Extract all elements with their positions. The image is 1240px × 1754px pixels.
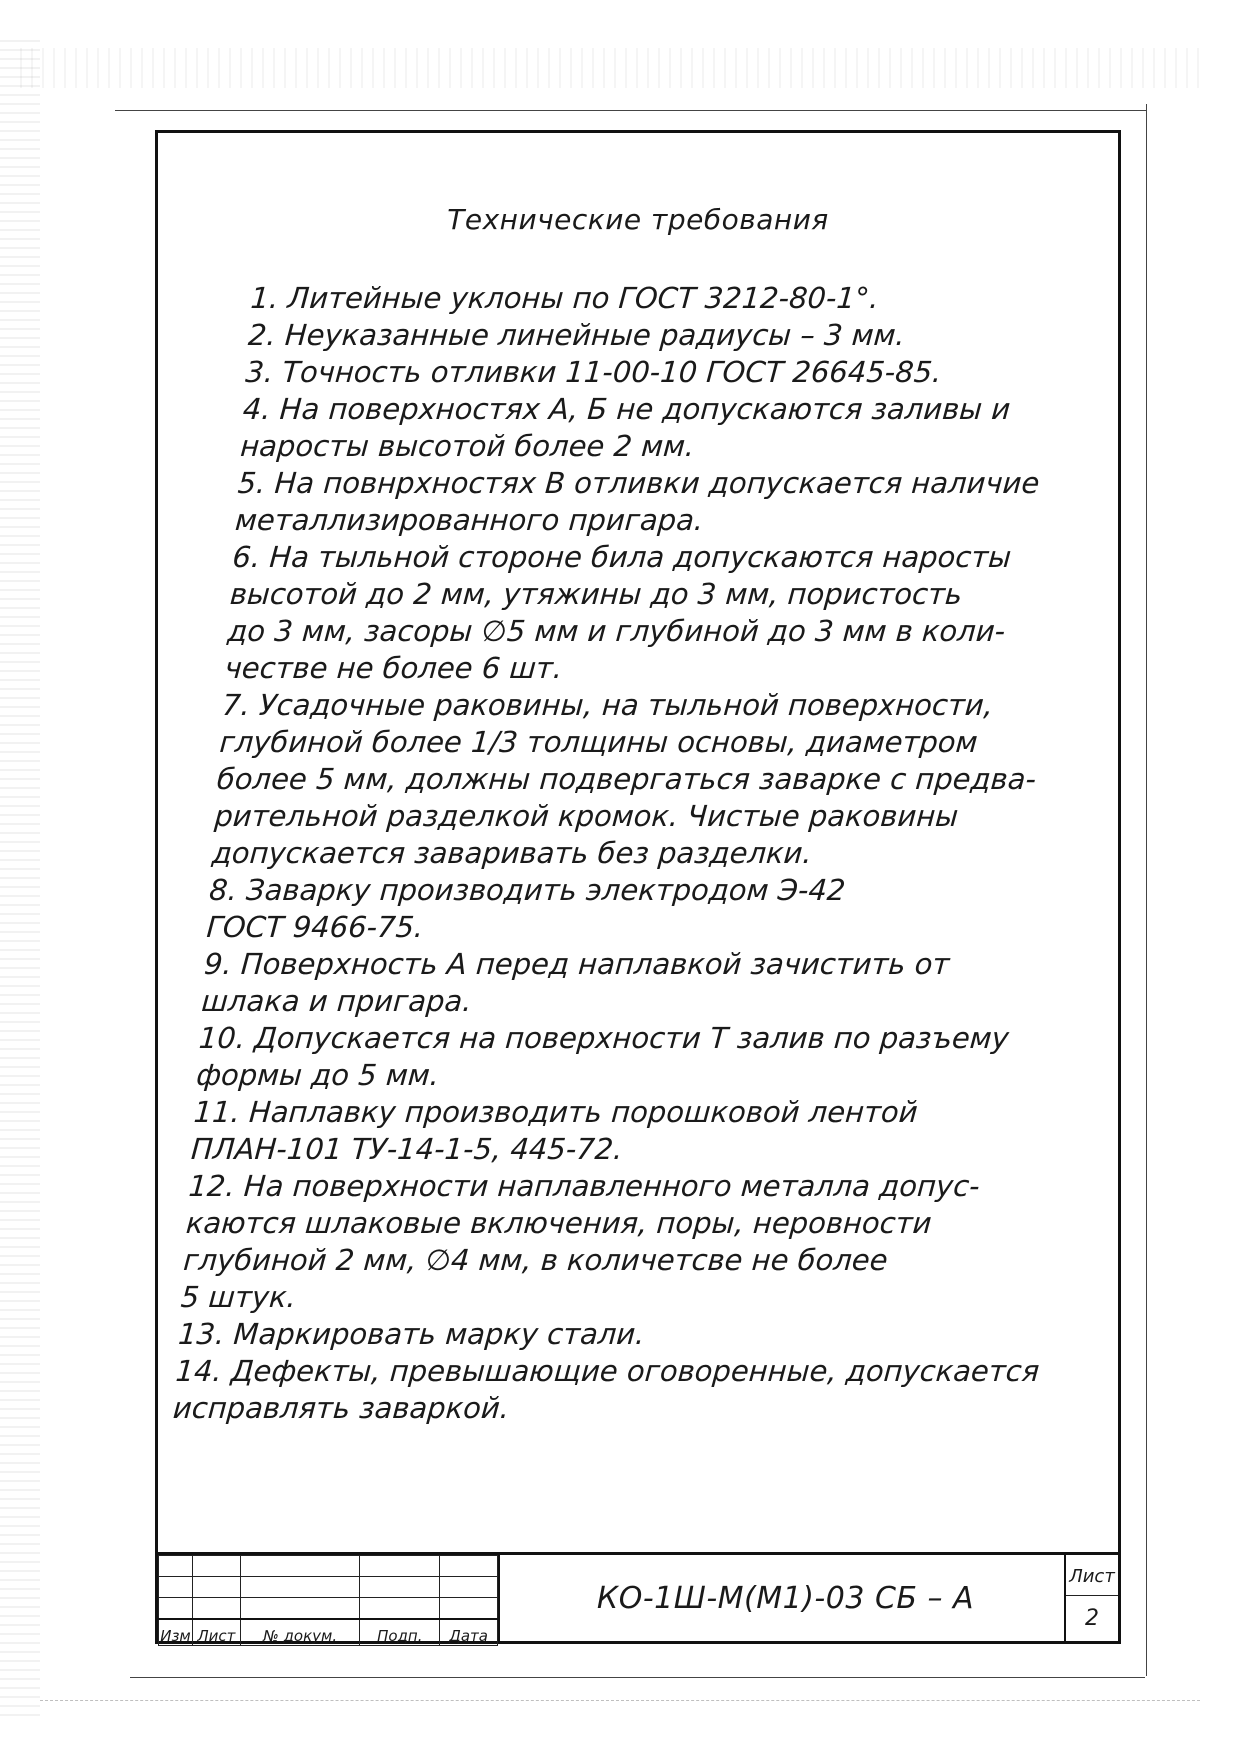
column-header-sheet: Лист [192,1619,240,1646]
title-block-divider [498,1555,500,1644]
title-block [158,1552,1118,1644]
revision-cell [440,1556,498,1577]
requirement-line: 7. Усадочные раковины, на тыльной поверхности, [221,688,995,722]
page-title: Технические требования [447,203,829,236]
outer-trim-line-top [115,110,1147,111]
revision-cell [159,1577,193,1598]
scan-noise-left [0,40,40,1720]
requirement-line: 4. На поверхностях А, Б не допускаются заливы и [241,392,1012,426]
requirement-line: каются шлаковые включения, поры, неровности [184,1206,933,1240]
requirement-line: ПЛАН-101 ТУ-14-1-5, 445-72. [190,1132,624,1166]
requirement-line: ГОСТ 9466-75. [205,910,425,944]
requirement-line: 1. Литейные уклоны по ГОСТ 3212-80-1°. [249,281,880,315]
requirements-list [172,280,1082,1427]
column-header-signature: Подп. [360,1619,440,1646]
requirement-line: шлака и пригара. [200,984,473,1018]
column-header-document-number: № докум. [240,1619,360,1646]
requirement-line: глубиной 2 мм, ∅4 мм, в количетсве не более [182,1243,889,1277]
requirement-line: 14. Дефекты, превышающие оговоренные, допускается [174,1354,1041,1388]
outer-trim-line-bottom [130,1677,1145,1678]
requirement-line: 13. Маркировать марку стали. [177,1317,646,1351]
requirement-line: 11. Наплавку производить порошковой лентой [192,1095,919,1129]
requirement-line: до 3 мм, засоры ∅5 мм и глубиной до 3 мм в коли- [226,614,1007,648]
requirement-line: металлизированного пригара. [234,503,705,537]
revision-cell [360,1556,440,1577]
requirement-line: допускается заваривать без разделки. [210,836,813,870]
requirement-line: честве не более 6 шт. [223,651,564,685]
revision-table [158,1555,498,1646]
revision-cell [440,1577,498,1598]
revision-cell [240,1577,360,1598]
revision-cell [240,1556,360,1577]
scan-dashes-bottom [40,1700,1200,1701]
sheet-number: 2 [1085,1606,1099,1631]
column-header-change: Изм [159,1619,193,1646]
requirement-line: 5. На повнрхностях В отливки допускается наличие [236,466,1041,500]
revision-cell [240,1598,360,1620]
scan-noise-top [20,48,1200,88]
revision-cell [360,1598,440,1620]
revision-cell [159,1598,193,1620]
requirement-line: высотой до 2 мм, утяжины до 3 мм, пористость [228,577,964,611]
requirement-line: 10. Допускается на поверхности Т залив по разъему [197,1021,1011,1055]
requirement-line: исправлять заваркой. [171,1391,511,1425]
requirement-line: 8. Заварку производить электродом Э-42 [208,873,847,907]
requirement-line: рительной разделкой кромок. Чистые раковины [213,799,960,833]
revision-cell [192,1598,240,1620]
sheet-cell [1064,1555,1118,1644]
sheet-label: Лист [1066,1557,1118,1596]
document-designation: КО-1Ш-М(М1)-03 СБ – А [596,1581,975,1616]
revision-cell [159,1556,193,1577]
requirement-line: 9. Поверхность А перед наплавкой зачистить от [202,947,951,981]
requirement-line: формы до 5 мм. [195,1058,441,1092]
requirement-line: более 5 мм, должны подвергаться заварке с предва- [215,762,1038,796]
revision-cell [192,1556,240,1577]
requirement-line: наросты высотой более 2 мм. [239,429,696,463]
requirement-line: 5 штук. [179,1280,298,1314]
requirement-line: 3. Точность отливки 11-00-10 ГОСТ 26645-85. [244,355,943,389]
revision-cell [360,1577,440,1598]
requirement-line: 12. На поверхности наплавленного металла допус- [187,1169,981,1203]
requirement-line: 6. На тыльной стороне била допускаются наросты [231,540,1013,574]
revision-cell [440,1598,498,1620]
outer-trim-line-right [1146,104,1147,1676]
requirement-line: 2. Неуказанные линейные радиусы – 3 мм. [246,318,907,352]
revision-cell [192,1577,240,1598]
requirement-line: глубиной более 1/3 толщины основы, диаметром [218,725,979,759]
column-header-date: Дата [440,1619,498,1646]
